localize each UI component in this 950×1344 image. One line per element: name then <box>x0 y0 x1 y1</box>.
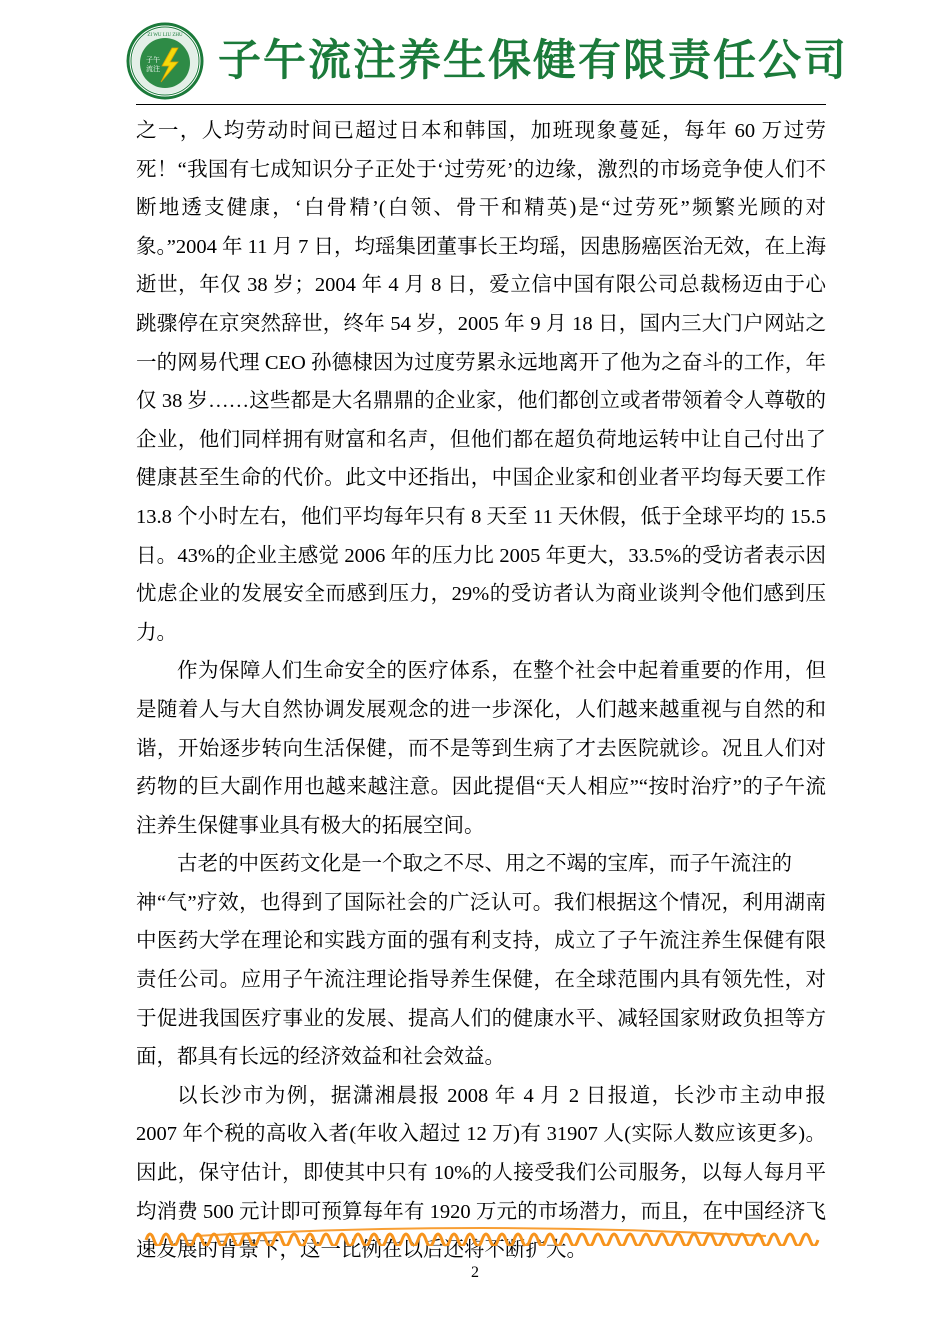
orange-wave-divider-icon <box>136 1224 826 1246</box>
document-body <box>136 112 826 1270</box>
document-header <box>0 18 950 104</box>
svg-text:ZI WU LIU ZHU: ZI WU LIU ZHU <box>147 33 183 38</box>
paragraph: 神“气”疗效，也得到了国际社会的广泛认可。我们根据这个情况，利用湖南中医药大学在理论和实践方面的强有利支持，成立了子午流注养生保健有限责任公司。应用子午流注理论指导养生保健，在全球范围内具有领先性，对于促进我国医疗事业的发展、提高人们的健康水平、减轻国家财政负担等方面，都具有长远的经济效益和社会效益。 <box>136 891 826 1069</box>
green-circle-lightning-logo-icon <box>126 22 204 100</box>
paragraph: 以长沙市为例，据潇湘晨报 2008 年 4 月 2 日报道，长沙市主动申报 2007 年个税的高收入者(年收入超过 12 万)有 31907 人(实际人数应该更多)。因此，保守估计，即使其中只有 10%的人接受我们公司服务，以每人每月平均消费 500 元计即可预算每年有 1920 万元的市场潜力，而且，在中国经济飞速发展的背景下，这一比例在以后还将不断扩大。 <box>136 1084 826 1262</box>
paragraph: 作为保障人们生命安全的医疗体系，在整个社会中起着重要的作用，但是随着人与大自然协调发展观念的进一步深化，人们越来越重视与自然的和谐，开始逐步转向生活保健，而不是等到生病了才去医院就诊。况且人们对药物的巨大副作用也越来越注意。因此提倡“天人相应”“按时治疗”的子午流注养生保健事业具有极大的拓展空间。 <box>136 660 826 837</box>
paragraph: 之一，人均劳动时间已超过日本和韩国，加班现象蔓延，每年 60 万过劳死！“我国有七成知识分子正处于‘过劳死’的边缘，激烈的市场竞争使人们不断地透支健康，‘白骨精’(白领、骨干和精英)是“过劳死”频繁光顾的对象。”2004 年 11 月 7 日，均瑶集团董事长王均瑶，因患肠癌医治无效，在上海逝世，年仅 38 岁；2004 年 4 月 8 日，爱立信中国有限公司总裁杨迈由于心跳骤停在京突然辞世，终年 54 岁，2005 年 9 月 18 日，国内三大门户网站之一的网易代理 CEO 孙德棣因为过度劳累永远地离开了他为之奋斗的工作，年仅 38 岁……这些都是大名鼎鼎的企业家，他们都创立或者带领着令人尊敬的企业，他们同样拥有财富和名声，但他们都在超负荷地运转中让自己付出了健康甚至生命的代价。此文中还指出，中国企业家和创业者平均每天要工作 13.8 个小时左右，他们平均每年只有 8 天至 11 天休假，低于全球平均的 15.5 日。43%的企业主感觉 2006 年的压力比 2005 年更大，33.5%的受访者表示因忧虑企业的发展安全而感到压力，29%的受访者认为商业谈判令他们感到压力。 <box>136 120 826 644</box>
company-name: 子午流注养生保健有限责任公司 <box>218 37 848 85</box>
header-inner <box>126 22 848 100</box>
page-number: 2 <box>471 1264 479 1281</box>
svg-text:流注: 流注 <box>146 65 160 73</box>
svg-text:子午: 子午 <box>146 56 160 64</box>
paragraph: 古老的中医药文化是一个取之不尽、用之不竭的宝库，而子午流注的 <box>177 853 792 876</box>
header-divider <box>136 104 826 105</box>
